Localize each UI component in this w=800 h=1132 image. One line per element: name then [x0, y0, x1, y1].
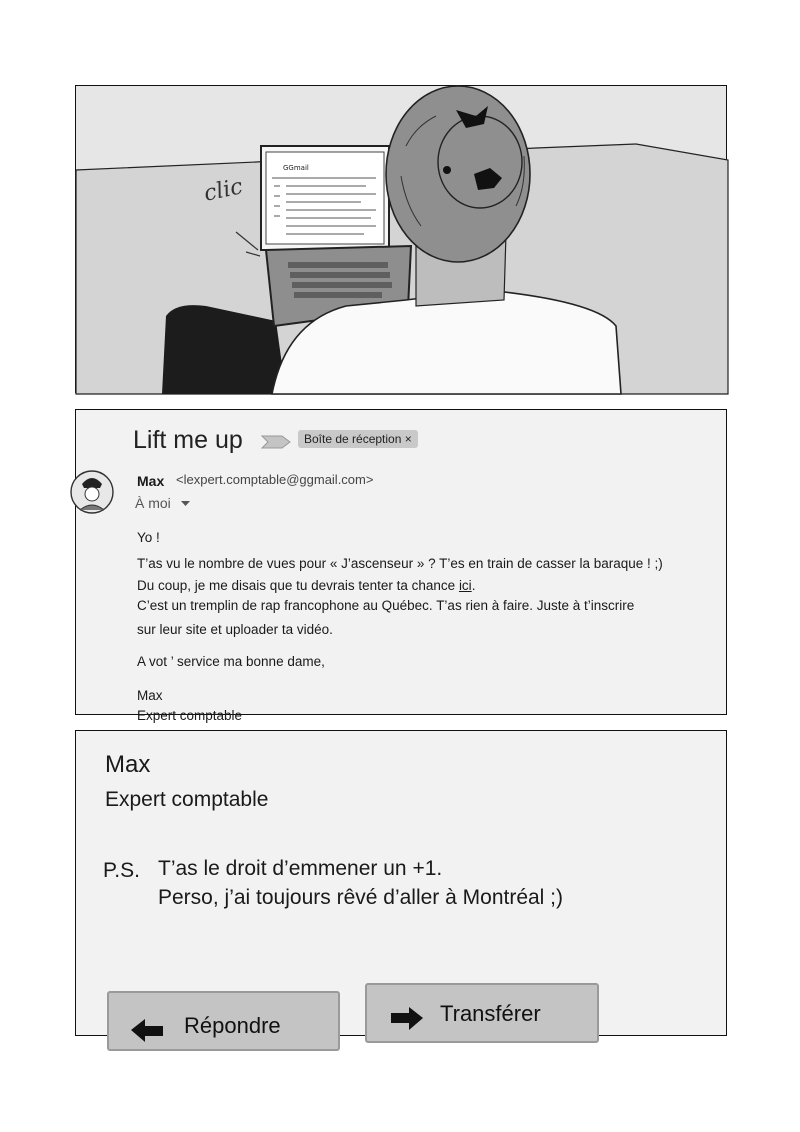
- reply-arrow-icon: [129, 1017, 165, 1043]
- email-closing: A vot ’ service ma bonne dame,: [137, 654, 325, 669]
- forward-button[interactable]: [365, 983, 599, 1043]
- sender-name: Max: [137, 473, 165, 489]
- email-body-text: Du coup, je me disais que tu devrais tenter ta chance: [137, 578, 459, 593]
- comic-panel-email: [75, 409, 727, 723]
- recipient-dropdown[interactable]: [135, 495, 190, 511]
- forward-arrow-icon: [389, 1005, 425, 1031]
- email-body-text: .: [471, 578, 476, 593]
- comic-panel-signature: [75, 730, 727, 1036]
- reply-button-label: Répondre: [184, 1013, 281, 1038]
- email-body-line: T’as vu le nombre de vues pour « J’ascenseur » ? T’es en train de casser la baraque ! ;): [137, 556, 663, 571]
- chevron-down-icon: [181, 501, 190, 507]
- postscript-line: T’as le droit d’emmener un +1.: [158, 857, 443, 880]
- sender-email: <lexpert.comptable@ggmail.com>: [176, 472, 374, 487]
- postscript-line: Perso, j’ai toujours rêvé d’aller à Montréal ;): [158, 886, 564, 909]
- avatar: [70, 466, 114, 518]
- laptop-screen: [261, 146, 389, 250]
- recipient-label: À moi: [135, 495, 171, 511]
- click-sound-effect: clic: [201, 174, 245, 207]
- email-signature-name: Max: [137, 688, 163, 703]
- comic-panel-laptop: [75, 85, 727, 393]
- email-body-line: C’est un tremplin de rap francophone au Québec. T’as rien à faire. Juste à t’inscrire: [137, 598, 635, 613]
- signature-title: Expert comptable: [105, 788, 269, 811]
- signature-name: Max: [105, 751, 151, 778]
- email-signature-title-cut: Expert comptable: [137, 708, 243, 723]
- label-arrow-icon: [262, 434, 292, 450]
- email-greeting: Yo !: [137, 530, 160, 545]
- email-body-line: sur leur site et uploader ta vidéo.: [137, 622, 333, 637]
- email-subject: Lift me up: [133, 426, 243, 454]
- email-body-line-with-link: [137, 578, 475, 593]
- laptop-screen-title: GGmail: [283, 164, 309, 172]
- laptop-scene-illustration: [76, 86, 728, 394]
- inbox-label-tag[interactable]: Boîte de réception ×: [298, 430, 418, 448]
- postscript-label: P.S.: [103, 859, 140, 882]
- email-link[interactable]: ici: [458, 578, 472, 593]
- forward-button-label: Transférer: [440, 1001, 541, 1026]
- reply-button[interactable]: [107, 991, 340, 1051]
